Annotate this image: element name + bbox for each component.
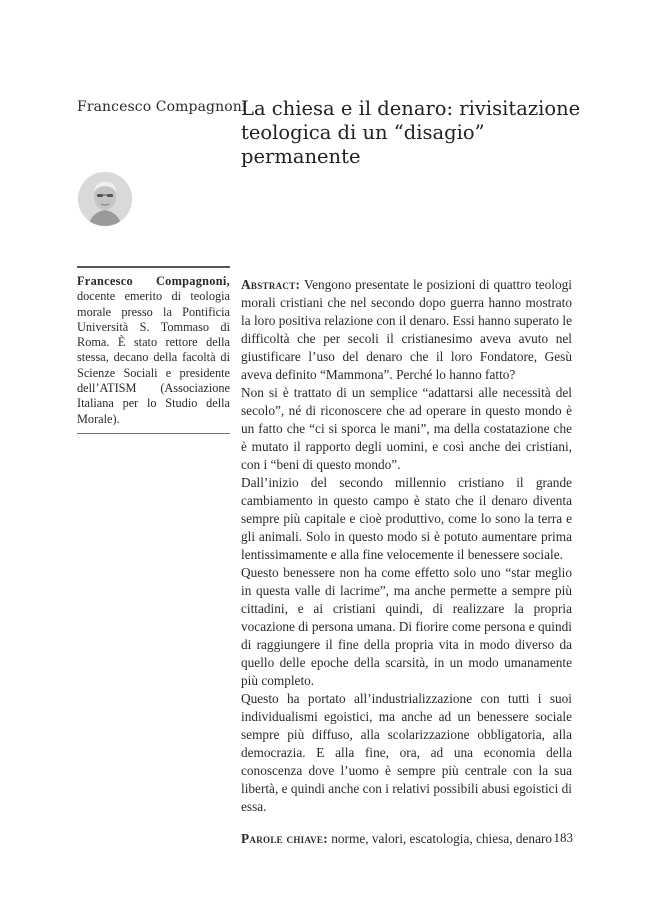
- keywords-label: Parole chiave:: [241, 831, 328, 846]
- page-number: 183: [553, 830, 573, 845]
- portrait-image: [78, 172, 132, 226]
- abstract-paragraph: Questo benessere non ha come effetto solo uno “star meglio in questa valle di lacrime”, ma anche permette a sempre più cittadini, e ai cristiani quindi, di realizzare la propria vocazione di persona umana. Di fiorire come persona e quindi di raggiungere il fine della propria vita in modo diverso da quello delle epoche della scarsità, in un modo umanamente più completo.: [241, 565, 572, 688]
- abstract-paragraph: Questo ha portato all’industrializzazione con tutti i suoi individualismi egoistici, ma anche ad un benessere sociale sempre più diffuso, alla scolarizzazione obbligatoria, alla democrazia. E alla fine, ora, ad una economia della conoscenza dove l’uomo è sempre più centrale con la sua libertà, e quindi anche con i relativi possibili abusi egoistici di essa.: [241, 691, 572, 814]
- abstract-section: [241, 276, 572, 848]
- article-title: La chiesa e il denaro: rivisitazione teologica di un “disagio” permanente: [241, 97, 581, 168]
- author-bio: [77, 266, 230, 434]
- keywords-text: norme, valori, escatologia, chiesa, denaro: [327, 831, 553, 846]
- abstract-paragraph: Dall’inizio del secondo millennio cristiano il grande cambiamento in questo campo è stato che il denaro diventa sempre più capitale e cioè produttivo, come lo sono la terra e gli animali. Solo in questo modo si è potuto aumentare prima lentissimamente e alla fine velocemente il benessere sociale.: [241, 475, 572, 562]
- abstract-paragraph: [241, 276, 572, 384]
- author-name-header: Francesco Compagnoni: [77, 99, 247, 115]
- bio-author-name: Francesco Compagnoni,: [77, 274, 230, 288]
- abstract-paragraph: Non si è trattato di un semplice “adattarsi alle necessità del secolo”, né di riconoscere che ad operare in questo mondo è un fatto che “ci si sporca le mani”, ma della costatazione che è mutato il rapporto degli uomini, e così anche dei cristiani, con i “beni di questo mondo”.: [241, 385, 572, 472]
- keywords: [241, 830, 572, 848]
- abstract-text: Vengono presentate le posizioni di quattro teologi morali cristiani che nel secondo dopo guerra hanno mostrato la loro positiva relazione con il denaro. Essi hanno superato le difficoltà che per secoli il cristianesimo aveva avuto nel giustificare l’uso del denaro che il loro Fondatore, Gesù aveva definito “Mammona”. Perché lo hanno fatto?: [241, 277, 572, 382]
- abstract-label: Abstract:: [241, 277, 301, 292]
- bio-text: docente emerito di teologia morale presso la Pontificia Università S. Tommaso di Roma. È stato rettore della stessa, decano della facoltà di Scienze Sociali e presidente dell’ATISM (Associazione Italiana per lo Studio della Morale).: [77, 289, 230, 426]
- author-photo: [78, 172, 132, 226]
